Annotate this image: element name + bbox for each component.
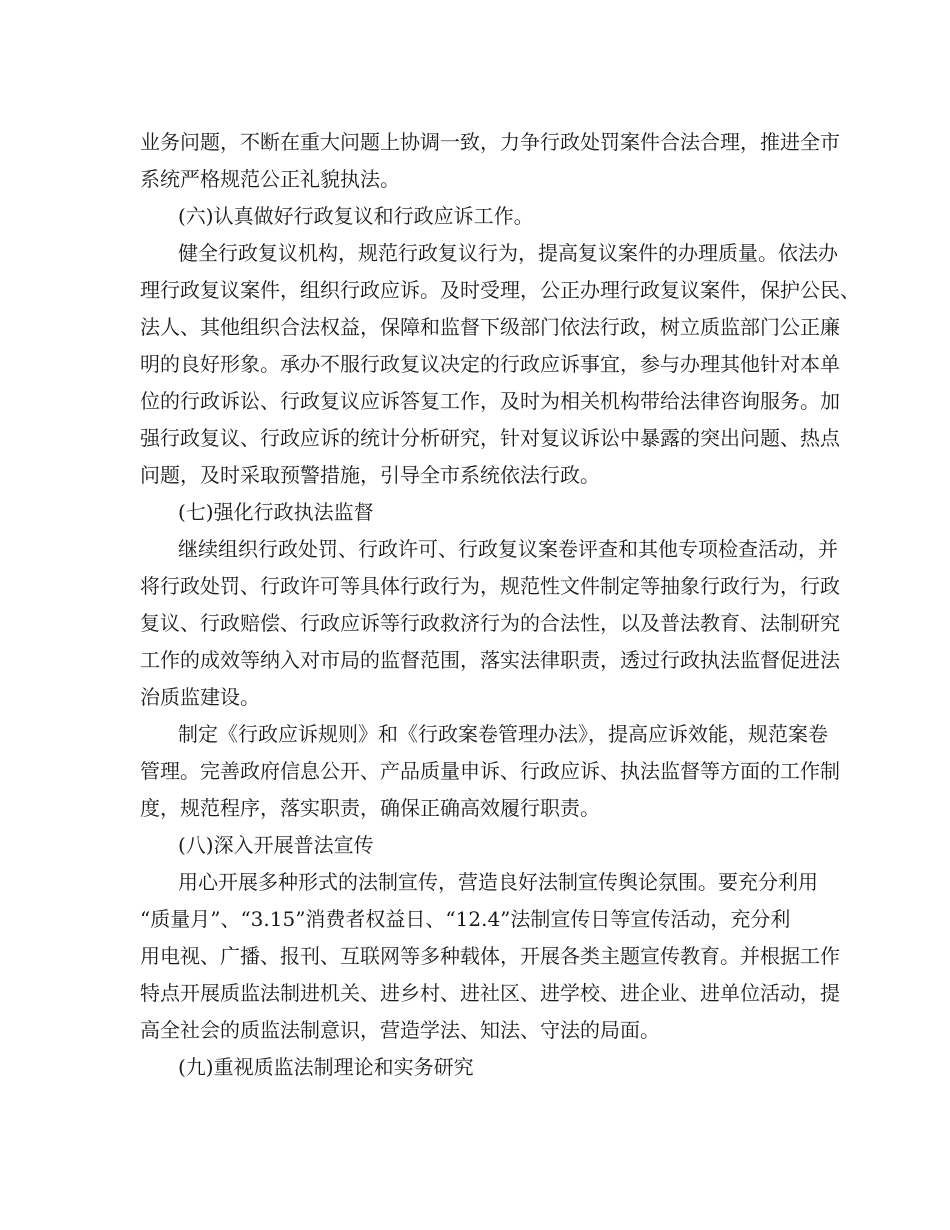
paragraph-line: 健全行政复议机构，规范行政复议行为，提高复议案件的办理质量。依法办 xyxy=(178,241,838,265)
section-heading: (九)重视质监法制理论和实务研究 xyxy=(178,1055,474,1079)
section-heading: (七)强化行政执法监督 xyxy=(178,500,374,524)
paragraph-line: 问题，及时采取预警措施，引导全市系统依法行政。 xyxy=(140,463,600,487)
paragraph-line: 将行政处罚、行政许可等具体行政行为，规范性文件制定等抽象行政行为，行政 xyxy=(140,574,840,598)
paragraph-line: 工作的成效等纳入对市局的监督范围，落实法律职责，透过行政执法监督促进法 xyxy=(140,648,840,672)
paragraph-line: 度，规范程序，落实职责，确保正确高效履行职责。 xyxy=(140,796,600,820)
paragraph-line: 特点开展质监法制进机关、进乡村、进社区、进学校、进企业、进单位活动，提 xyxy=(140,981,840,1005)
section-heading: (六)认真做好行政复议和行政应诉工作。 xyxy=(178,204,534,228)
section-heading: (八)深入开展普法宣传 xyxy=(178,833,374,857)
paragraph-line: 复议、行政赔偿、行政应诉等行政救济行为的合法性，以及普法教育、法制研究 xyxy=(140,611,840,635)
paragraph-line: 用心开展多种形式的法制宣传，营造良好法制宣传舆论氛围。要充分利用 xyxy=(178,870,818,894)
paragraph-line: 高全社会的质监法制意识，营造学法、知法、守法的局面。 xyxy=(140,1018,660,1042)
paragraph-line: 法人、其他组织合法权益，保障和监督下级部门依法行政，树立质监部门公正廉 xyxy=(140,315,840,339)
paragraph-line: 明的良好形象。承办不服行政复议决定的行政应诉事宜，参与办理其他针对本单 xyxy=(140,352,840,376)
paragraph-line: 制定《行政应诉规则》和《行政案卷管理办法》，提高应诉效能，规范案卷 xyxy=(178,722,828,746)
paragraph-line: 用电视、广播、报刊、互联网等多种载体，开展各类主题宣传教育。并根据工作 xyxy=(140,944,840,968)
paragraph-line: “质量月”、“3.15”消费者权益日、“12.4”法制宣传日等宣传活动，充分利 xyxy=(140,907,791,931)
paragraph-line: 继续组织行政处罚、行政许可、行政复议案卷评查和其他专项检查活动，并 xyxy=(178,537,838,561)
paragraph-line: 系统严格规范公正礼貌执法。 xyxy=(140,167,400,191)
paragraph-line: 管理。完善政府信息公开、产品质量申诉、行政应诉、执法监督等方面的工作制 xyxy=(140,759,840,783)
paragraph-line: 业务问题，不断在重大问题上协调一致，力争行政处罚案件合法合理，推进全市 xyxy=(140,130,840,154)
paragraph-line: 理行政复议案件，组织行政应诉。及时受理，公正办理行政复议案件，保护公民、 xyxy=(140,278,860,302)
paragraph-line: 位的行政诉讼、行政复议应诉答复工作，及时为相关机构带给法律咨询服务。加 xyxy=(140,389,840,413)
paragraph-line: 强行政复议、行政应诉的统计分析研究，针对复议诉讼中暴露的突出问题、热点 xyxy=(140,426,840,450)
paragraph-line: 治质监建设。 xyxy=(140,685,260,709)
